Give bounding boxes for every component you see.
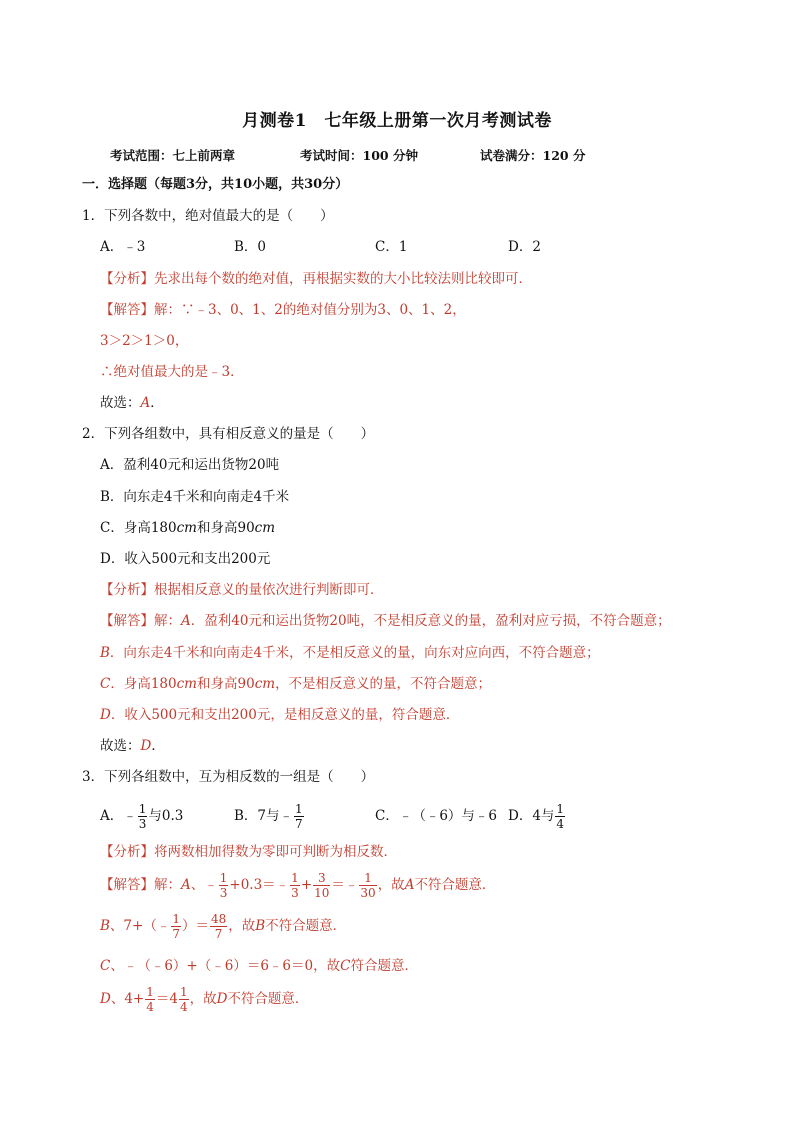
option-letter: A [181, 877, 191, 893]
option-letter: C [100, 958, 111, 974]
numerator: 1 [556, 801, 565, 816]
option-letter: D [100, 991, 111, 1007]
q2-answer-a [100, 612, 671, 630]
q2-option-c [100, 519, 275, 537]
option-letter: A [404, 877, 415, 893]
answer-text: 和身高90 [197, 676, 255, 692]
numerator: 1 [172, 911, 180, 926]
fraction [145, 985, 155, 1014]
denominator: 4 [556, 816, 565, 831]
unit-cm: cm [176, 676, 197, 692]
answer-text: 、7+（﹣ [109, 918, 171, 934]
fraction [294, 802, 304, 831]
exam-score: 试卷满分：120 分 [480, 148, 586, 163]
answer-text: ＝4 [155, 991, 178, 1007]
choice-suffix: ． [150, 395, 164, 411]
option-letter: A [181, 613, 191, 629]
numerator: 1 [295, 801, 303, 816]
q2-option-b: B．向东走4千米和向南走4千米 [100, 489, 290, 505]
q2-answer-c [100, 675, 491, 693]
analysis-tag: 【分析】 [100, 844, 154, 860]
unit-cm: cm [176, 520, 197, 536]
answer-text: 符合题意． [350, 958, 418, 974]
fraction [138, 802, 148, 831]
q3-option-a [100, 801, 183, 831]
option-text: C．身高180 [100, 520, 177, 536]
fraction [210, 912, 227, 941]
numerator: 3 [313, 871, 330, 886]
denominator: 3 [291, 885, 299, 900]
q3-answer-c [100, 957, 418, 975]
numerator: 1 [219, 870, 228, 885]
denominator: 7 [214, 926, 223, 941]
q2-stem: 2．下列各组数中，具有相反意义的量是（ ） [82, 426, 375, 442]
choice-prefix: 故选： [100, 395, 141, 411]
option-letter: C [340, 958, 351, 974]
option-letter: B [100, 918, 110, 934]
q2-answer-b [100, 644, 600, 662]
denominator: 3 [138, 816, 147, 831]
denominator: 4 [146, 999, 154, 1014]
q1-answer-line-2: 3＞2＞1＞0， [100, 333, 189, 349]
denominator: 7 [295, 816, 303, 831]
answer-text: ．身高180 [110, 676, 177, 692]
numerator: 1 [291, 870, 299, 885]
answer-tag: 【解答】 [100, 302, 154, 318]
answer-text: 解： [154, 613, 181, 629]
answer-text: ，故 [377, 877, 405, 893]
q1-option-a: A．﹣3 [100, 239, 146, 255]
answer-text: ，故 [228, 918, 256, 934]
q1-option-d: D．2 [508, 239, 541, 255]
fraction [555, 802, 565, 831]
analysis-text: 先求出每个数的绝对值，再根据实数的大小比较法则比较即可． [154, 271, 532, 287]
answer-text: 不符合题意． [414, 877, 496, 893]
answer-text: 、﹣ [190, 877, 218, 893]
q3-analysis [100, 843, 397, 861]
fraction [219, 871, 229, 900]
choice-letter: A [140, 395, 151, 411]
exam-scope: 考试范围：七上前两章 [110, 148, 236, 163]
denominator: 7 [172, 926, 180, 941]
analysis-text: 将两数相加得数为零即可判断为相反数． [154, 844, 397, 860]
option-letter: B [100, 645, 110, 661]
q1-choice [100, 394, 164, 412]
answer-text: 、﹣（﹣6）+（﹣6）＝6﹣6＝0，故 [110, 958, 341, 974]
choice-suffix: ． [151, 738, 165, 754]
option-text: B．7与﹣ [234, 808, 294, 824]
q3-option-b [234, 801, 305, 831]
exam-title: 月测卷1 七年级上册第一次月考测试卷 [242, 111, 552, 131]
unit-cm: cm [254, 520, 276, 536]
option-text: A．﹣ [100, 808, 137, 824]
answer-tag: 【解答】 [100, 613, 154, 629]
answer-text: ，不是相反意义的量，不符合题意； [275, 676, 492, 692]
analysis-tag: 【分析】 [100, 271, 154, 287]
q2-choice [100, 737, 165, 755]
q2-option-a: A．盈利40元和运出货物20吨 [100, 457, 280, 473]
numerator: 1 [138, 801, 147, 816]
fraction [179, 985, 189, 1014]
denominator: 4 [179, 999, 188, 1014]
answer-tag: 【解答】 [100, 877, 154, 893]
numerator: 48 [210, 911, 227, 926]
q3-answer-d [100, 983, 308, 1015]
q1-option-c: C．1 [375, 239, 408, 255]
fraction [171, 912, 181, 941]
answer-text: 解： [154, 877, 181, 893]
answer-text: ．收入500元和支出200元，是相反意义的量，符合题意． [110, 707, 460, 723]
option-letter: B [255, 918, 266, 934]
answer-text: 解：∵﹣3、0、1、2的绝对值分别为3、0、1、2， [154, 302, 466, 318]
option-letter: D [100, 707, 111, 723]
answer-text: + [300, 877, 313, 893]
option-text: 和身高90 [196, 520, 255, 536]
answer-text: ，故 [189, 991, 217, 1007]
answer-text: ＝﹣ [331, 877, 359, 893]
q2-analysis [100, 581, 384, 599]
option-letter: C [100, 676, 111, 692]
q2-answer-d [100, 706, 459, 724]
choice-letter: D [140, 738, 152, 754]
q1-analysis [100, 270, 532, 288]
q3-option-d [508, 801, 566, 831]
q3-answer-b [100, 910, 346, 942]
choice-prefix: 故选： [100, 738, 141, 754]
fraction [290, 871, 300, 900]
q1-stem: 1．下列各数中，绝对值最大的是（ ） [82, 208, 334, 224]
section-heading: 一．选择题（每题3分，共10小题，共30分） [82, 177, 349, 192]
q1-answer-line-3: ∴绝对值最大的是﹣3． [100, 364, 244, 380]
denominator: 10 [314, 885, 330, 900]
denominator: 3 [219, 885, 228, 900]
answer-text: 、4+ [110, 991, 145, 1007]
denominator: 30 [360, 885, 376, 900]
q1-answer [100, 301, 466, 319]
q3-stem: 3．下列各组数中，互为相反数的一组是（ ） [82, 769, 375, 785]
analysis-text: 根据相反意义的量依次进行判断即可． [154, 582, 384, 598]
answer-text: ．向东走4千米和向南走4千米，不是相反意义的量，向东对应向西，不符合题意； [109, 645, 600, 661]
answer-text: ．盈利40元和运出货物20吨，不是相反意义的量，盈利对应亏损，不符合题意； [190, 613, 671, 629]
answer-text: 不符合题意． [265, 918, 347, 934]
q2-option-d: D．收入500元和支出200元 [100, 551, 271, 567]
numerator: 1 [179, 984, 188, 999]
option-text: D．4与 [508, 808, 555, 824]
unit-cm: cm [254, 676, 276, 692]
q3-answer-a [100, 869, 495, 901]
numerator: 1 [359, 871, 376, 886]
option-text: 与0.3 [148, 808, 184, 824]
answer-text: 不符合题意． [227, 991, 309, 1007]
q1-option-b: B．0 [234, 239, 267, 255]
fraction [313, 871, 330, 900]
answer-text: ）＝ [181, 918, 209, 934]
fraction [359, 871, 376, 900]
answer-text: +0.3＝﹣ [229, 877, 290, 893]
exam-time: 考试时间：100 分钟 [300, 148, 418, 163]
analysis-tag: 【分析】 [100, 582, 154, 598]
numerator: 1 [146, 984, 154, 999]
option-letter: D [216, 991, 228, 1007]
q3-option-c: C．﹣（﹣6）与﹣6 [375, 808, 498, 824]
